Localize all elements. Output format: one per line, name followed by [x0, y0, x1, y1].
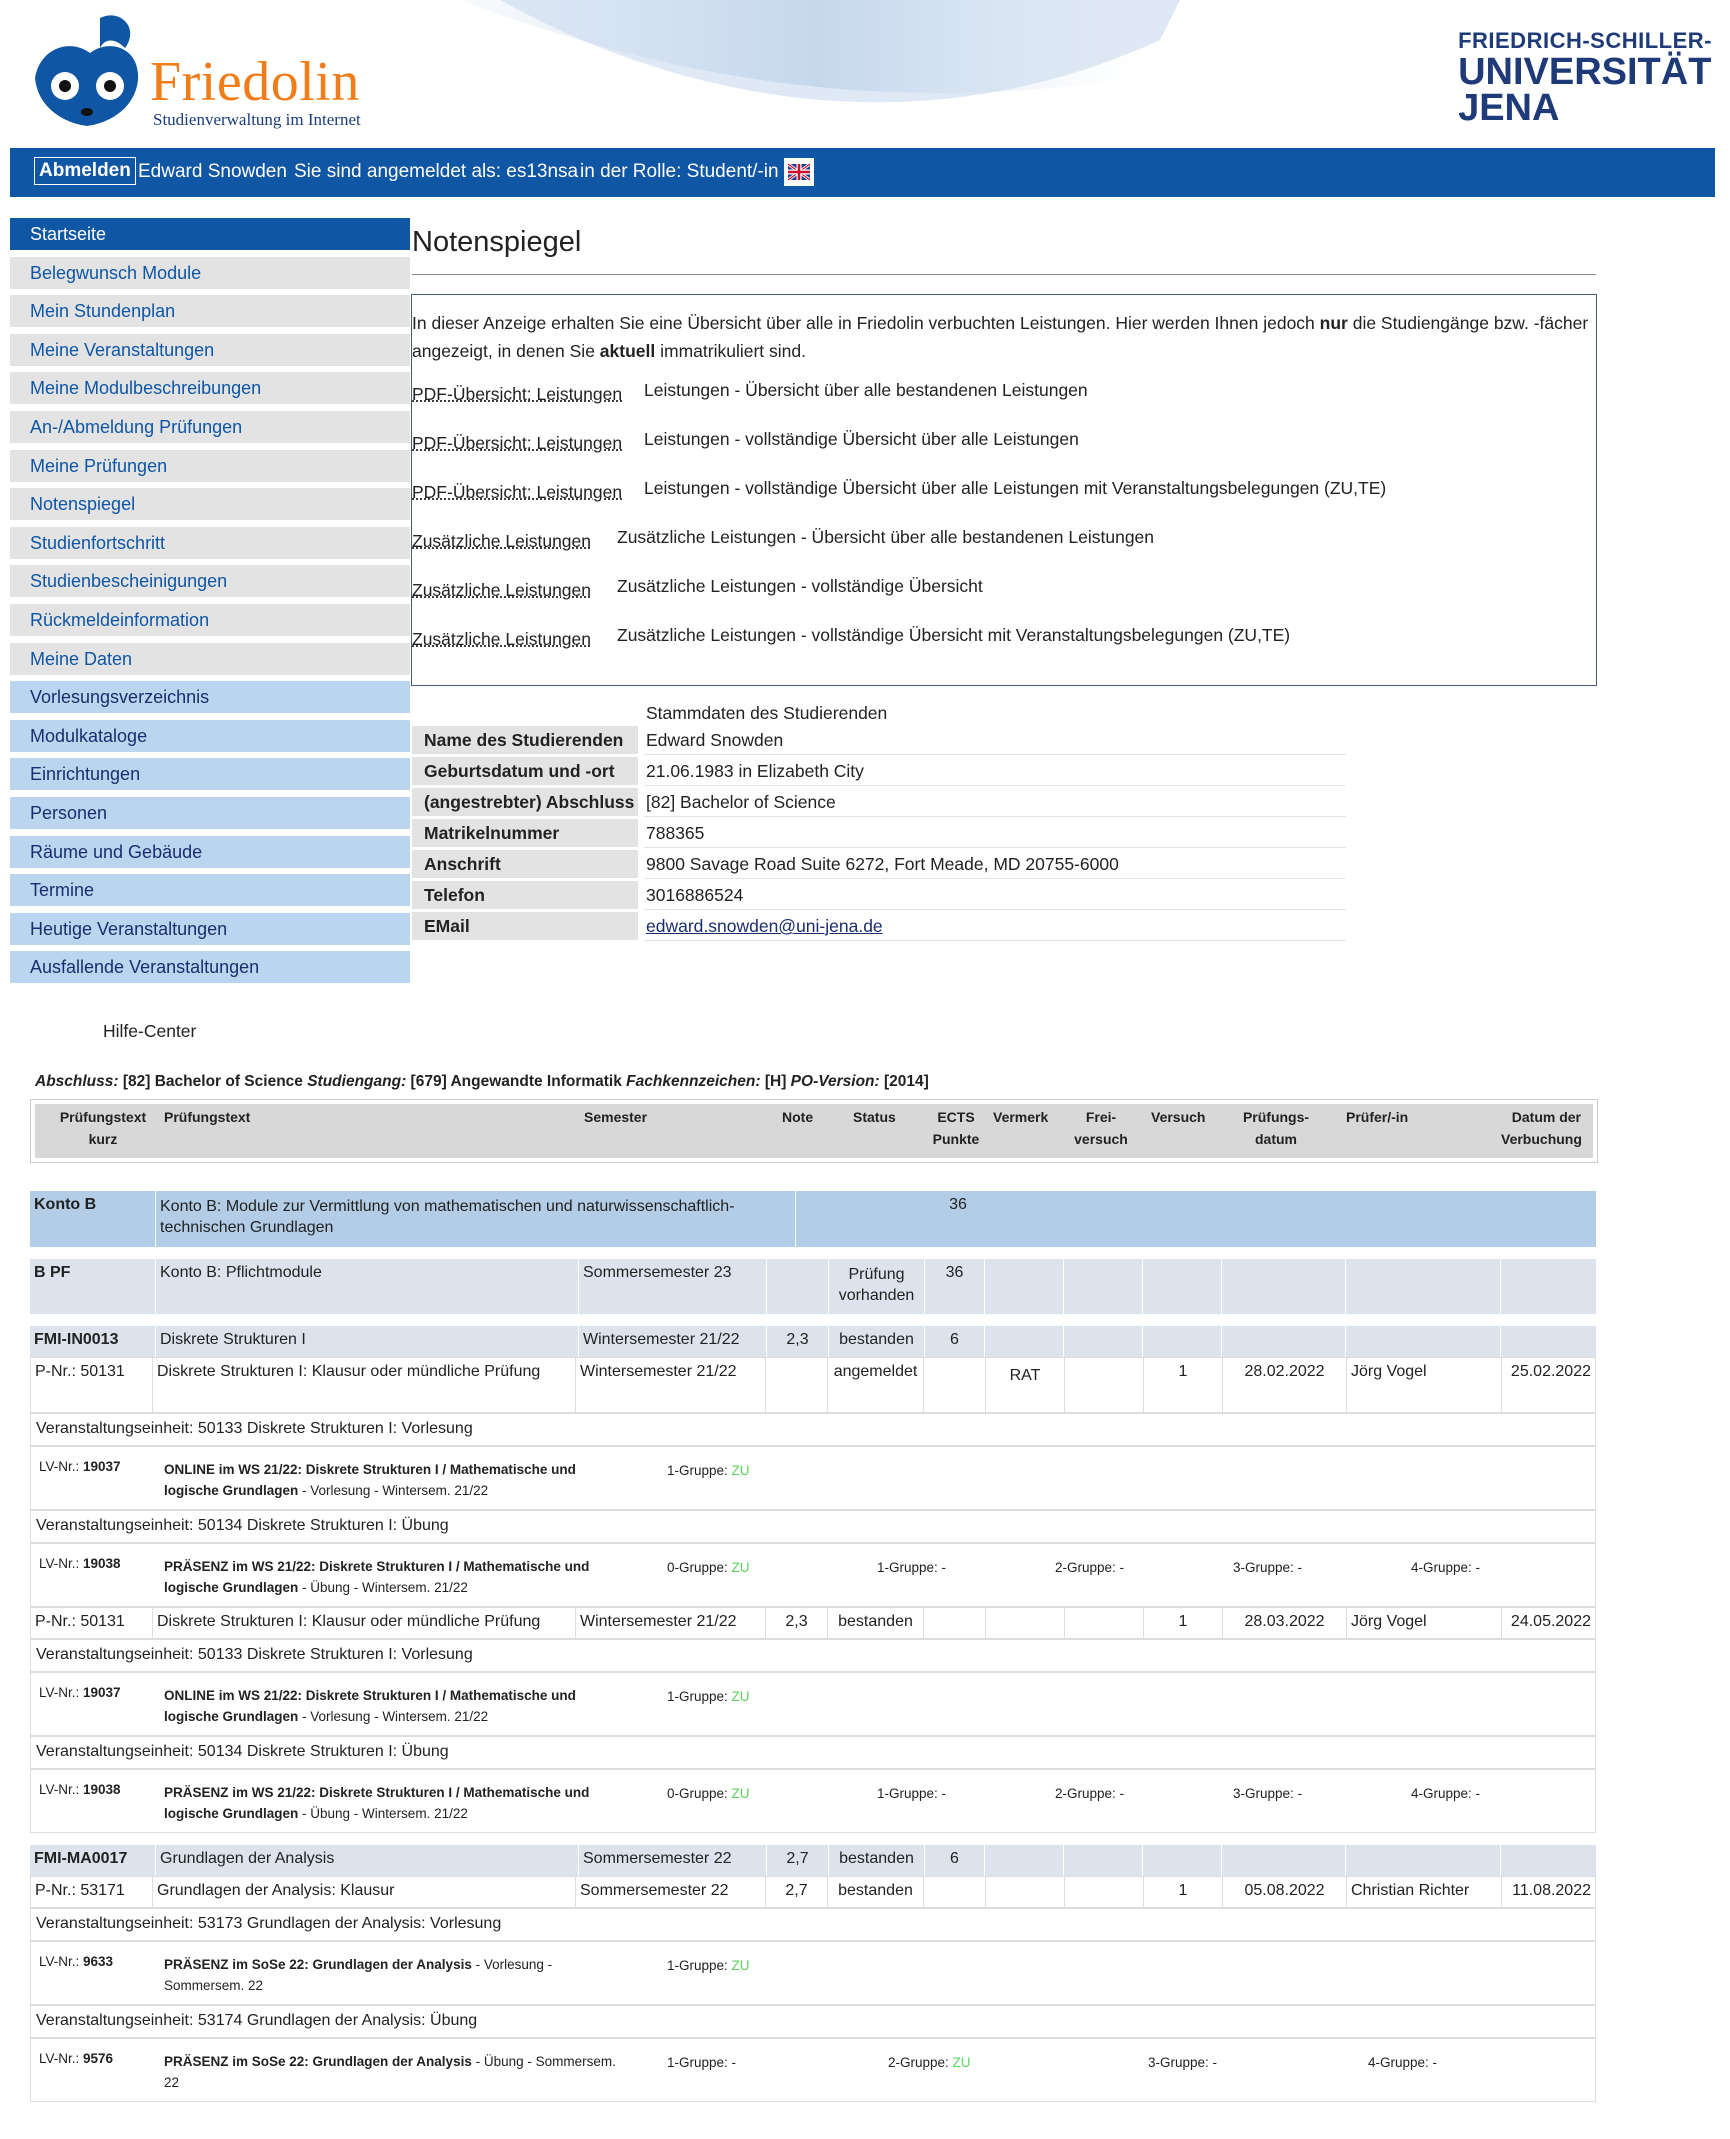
lv-num: 9633 [83, 1954, 114, 1969]
module-frei [1064, 1845, 1143, 1876]
uni-line2: UNIVERSITÄT [1458, 51, 1712, 93]
exam-status: bestanden [828, 1877, 924, 1907]
group-1 [667, 1958, 750, 1973]
exam-semester: Sommersemester 22 [576, 1877, 766, 1907]
lv-title[interactable]: ONLINE im WS 21/22: Diskrete Strukturen I / Mathematische und logische Grundlagen [164, 1462, 576, 1498]
exam-versuch: 1 [1144, 1877, 1223, 1907]
group-label: 1-Gruppe: [667, 1463, 732, 1478]
bpf-code: B PF [30, 1259, 156, 1314]
bpf-row [30, 1259, 1596, 1314]
top-bar [10, 148, 1715, 197]
extra-link-description: Zusätzliche Leistungen - Übersicht über alle bestandenen Leistungen [617, 527, 1155, 547]
pdf-link[interactable]: PDF-Übersicht: Leistungen [412, 384, 623, 404]
module-vermerk [985, 1326, 1064, 1357]
info-text-part: die Studiengänge bzw. -fächer angezeigt, in denen Sie [412, 313, 1589, 361]
nav-meine-pruefungen[interactable]: Meine Prüfungen [10, 450, 410, 482]
exam-pdatum: 28.02.2022 [1223, 1358, 1347, 1412]
group-label: 0-Gruppe: [667, 1786, 732, 1801]
exam-ects [924, 1877, 986, 1907]
lecture-number [39, 1782, 121, 1797]
exam-text: Diskrete Strukturen I: Klausur oder mündliche Prüfung [153, 1608, 576, 1638]
lv-title[interactable]: PRÄSENZ im SoSe 22: Grundlagen der Analysis [164, 2054, 472, 2069]
module-frei [1064, 1326, 1143, 1357]
pdf-link[interactable]: PDF-Übersicht: Leistungen [412, 482, 623, 502]
module-semester: Sommersemester 22 [579, 1845, 767, 1876]
extra-link-description: Zusätzliche Leistungen - vollständige Übersicht mit Veranstaltungsbelegungen (ZU,TE) [617, 625, 1291, 645]
nav-mein-stundenplan[interactable]: Mein Stundenplan [10, 295, 410, 327]
bpf-text: Konto B: Pflichtmodule [156, 1259, 579, 1314]
nav-modulkataloge[interactable]: Modulkataloge [10, 720, 410, 752]
stamm-value [644, 912, 1346, 941]
group-3: 3-Gruppe: - [1233, 1786, 1303, 1801]
module-text: Diskrete Strukturen I [156, 1326, 579, 1357]
lecture-description [164, 1459, 634, 1501]
exam-semester: Wintersemester 21/22 [576, 1358, 766, 1412]
info-text [412, 309, 1592, 365]
course-unit-row: Veranstaltungseinheit: 50133 Diskrete Strukturen I: Vorlesung [30, 1413, 1596, 1446]
th-text: kurz [88, 1131, 118, 1147]
th-text: Prüfungs- [1242, 1109, 1310, 1125]
uni-line1: FRIEDRICH-SCHILLER- [1458, 28, 1712, 53]
group-label: 1-Gruppe: [667, 1958, 732, 1973]
module-versuch [1143, 1326, 1222, 1357]
th-text: versuch [1074, 1131, 1128, 1147]
group-0 [667, 1560, 750, 1575]
nav-rueckmeldeinformation[interactable]: Rückmeldeinformation [10, 604, 410, 636]
exam-note [766, 1358, 828, 1412]
lv-num: 19037 [83, 1685, 121, 1700]
module-code: FMI-IN0013 [30, 1326, 156, 1357]
exam-pdatum: 28.03.2022 [1223, 1608, 1347, 1638]
th-text: Punkte [932, 1131, 980, 1147]
stamm-label: Geburtsdatum und -ort [412, 757, 638, 785]
stamm-value: 21.06.1983 in Elizabeth City [644, 757, 1346, 786]
konto-ects: 36 [949, 1196, 967, 1213]
group-label: 0-Gruppe: [667, 1560, 732, 1575]
course-unit-row: Veranstaltungseinheit: 50133 Diskrete Strukturen I: Vorlesung [30, 1639, 1596, 1672]
extra-link[interactable]: Zusätzliche Leistungen [412, 531, 591, 551]
module-row [30, 1326, 1596, 1357]
module-pruefer [1346, 1845, 1501, 1876]
lv-prefix: LV-Nr.: [39, 1459, 84, 1474]
stamm-value: Edward Snowden [644, 726, 1346, 755]
uni-line3: JENA [1458, 87, 1560, 129]
title-divider [412, 274, 1596, 275]
th-text: datum [1255, 1131, 1297, 1147]
exam-frei [1065, 1608, 1144, 1638]
exam-note: 2,7 [766, 1877, 828, 1907]
group-4: 4-Gruppe: - [1411, 1560, 1481, 1575]
lv-prefix: LV-Nr.: [39, 1954, 84, 1969]
group-status: ZU [731, 1560, 750, 1575]
group-3: 3-Gruppe: - [1148, 2055, 1218, 2070]
lv-rest: - Übung - Sommersem. 22 [164, 2054, 616, 2090]
lv-num: 9576 [83, 2051, 114, 2066]
lecture-description [164, 1954, 584, 1996]
group-1: 1-Gruppe: - [877, 1786, 947, 1801]
nav-studienfortschritt[interactable]: Studienfortschritt [10, 527, 410, 559]
konto-code: Konto B [30, 1191, 156, 1247]
th-pdatum [1236, 1106, 1316, 1150]
module-note: 2,7 [767, 1845, 829, 1876]
info-text-bold-nur: nur [1319, 313, 1348, 333]
help-center-link[interactable]: Hilfe-Center [103, 1021, 197, 1041]
group-3: 3-Gruppe: - [1233, 1560, 1303, 1575]
group-1: 1-Gruppe: - [667, 2055, 737, 2070]
field-label: Fachkennzeichen: [626, 1073, 761, 1090]
exam-text: Grundlagen der Analysis: Klausur [153, 1877, 576, 1907]
role-info: in der Rolle: Student/-in [580, 161, 779, 182]
group-status: ZU [731, 1958, 750, 1973]
lecture-description [164, 1685, 634, 1727]
exam-text: Diskrete Strukturen I: Klausur oder mündliche Prüfung [153, 1358, 576, 1412]
lv-num: 19038 [83, 1782, 121, 1797]
lv-rest: - Vorlesung - Sommersem. 22 [164, 1957, 553, 1993]
degree-value: [82] Bachelor of Science [118, 1073, 308, 1090]
stamm-label: Telefon [412, 881, 638, 909]
university-logo [1458, 28, 1712, 129]
course-value: [679] Angewandte Informatik [406, 1073, 627, 1090]
exam-pruefer: Jörg Vogel [1347, 1358, 1502, 1412]
pdf-link[interactable]: PDF-Übersicht: Leistungen [412, 433, 623, 453]
bpf-note [767, 1259, 829, 1314]
nav-belegwunsch-module[interactable]: Belegwunsch Module [10, 257, 410, 289]
exam-pdatum: 05.08.2022 [1223, 1877, 1347, 1907]
group-1 [667, 1463, 750, 1478]
brand-name: Friedolin [150, 51, 360, 113]
stamm-label: Anschrift [412, 850, 638, 878]
exam-pruefer: Jörg Vogel [1347, 1608, 1502, 1638]
exam-status: bestanden [828, 1608, 924, 1638]
lv-rest: - Vorlesung - Wintersem. 21/22 [298, 1709, 489, 1724]
stamm-label: Name des Studierenden [412, 726, 638, 754]
bpf-vermerk [985, 1259, 1064, 1314]
exam-row [30, 1607, 1596, 1639]
lecture-number [39, 2051, 113, 2066]
module-status: bestanden [829, 1845, 925, 1876]
lv-prefix: LV-Nr.: [39, 1782, 84, 1797]
lecture-description [164, 1556, 634, 1598]
brand-subtitle: Studienverwaltung im Internet [153, 110, 361, 129]
stamm-value: [82] Bachelor of Science [644, 788, 1346, 817]
exam-frei [1065, 1358, 1144, 1412]
pdf-link-description: Leistungen - vollständige Übersicht über alle Leistungen mit Veranstaltungsbelegungen (ZU,TE) [644, 478, 1387, 498]
nav-meine-veranstaltungen[interactable]: Meine Veranstaltungen [10, 334, 410, 366]
exam-vdatum: 25.02.2022 [1510, 1363, 1591, 1380]
lecture-number [39, 1556, 121, 1571]
extra-link[interactable]: Zusätzliche Leistungen [412, 629, 591, 649]
exam-ects [924, 1608, 986, 1638]
stamm-label: (angestrebter) Abschluss [412, 788, 638, 816]
module-row [30, 1845, 1596, 1876]
nav-startseite[interactable]: Startseite [10, 218, 410, 250]
nav-vorlesungsverzeichnis[interactable]: Vorlesungsverzeichnis [10, 681, 410, 713]
page-title: Notenspiegel [412, 226, 582, 258]
nav-personen[interactable]: Personen [10, 797, 410, 829]
lecture-number [39, 1459, 121, 1474]
exam-code: P-Nr.: 50131 [31, 1608, 153, 1638]
module-ects: 6 [925, 1326, 985, 1357]
exam-versuch: 1 [1144, 1358, 1223, 1412]
info-text-part: immatrikuliert sind. [655, 341, 806, 361]
lecture-row [30, 2038, 1596, 2102]
exam-code: P-Nr.: 50131 [31, 1358, 153, 1412]
extra-link-row [412, 576, 983, 601]
bpf-pdatum [1222, 1259, 1346, 1314]
lv-prefix: LV-Nr.: [39, 1685, 84, 1700]
group-2: 2-Gruppe: - [1055, 1786, 1125, 1801]
module-vermerk [985, 1845, 1064, 1876]
lv-rest: - Übung - Wintersem. 21/22 [298, 1580, 468, 1595]
exam-vermerk: RAT [986, 1358, 1065, 1412]
nav-ausfallende-veranstaltungen[interactable]: Ausfallende Veranstaltungen [10, 951, 410, 983]
lv-prefix: LV-Nr.: [39, 2051, 84, 2066]
exam-row [30, 1357, 1596, 1413]
group-0 [667, 1786, 750, 1801]
lv-title[interactable]: ONLINE im WS 21/22: Diskrete Strukturen I / Mathematische und logische Grundlagen [164, 1688, 576, 1724]
th-text: Datum der [1511, 1109, 1581, 1125]
course-unit-row: Veranstaltungseinheit: 53173 Grundlagen der Analysis: Vorlesung [30, 1908, 1596, 1941]
module-pdatum [1222, 1326, 1346, 1357]
module-pdatum [1222, 1845, 1346, 1876]
th-vermerk: Vermerk [993, 1109, 1049, 1125]
bpf-frei [1064, 1259, 1143, 1314]
module-note: 2,3 [767, 1326, 829, 1357]
pdf-link-description: Leistungen - Übersicht über alle bestandenen Leistungen [644, 380, 1088, 400]
nav-studienbescheinigungen[interactable]: Studienbescheinigungen [10, 565, 410, 597]
extra-link-row [412, 625, 1291, 650]
lv-title[interactable]: PRÄSENZ im WS 21/22: Diskrete Strukturen I / Mathematische und logische Grundlagen [164, 1559, 590, 1595]
nav-termine[interactable]: Termine [10, 874, 410, 906]
stamm-value: 3016886524 [644, 881, 1346, 910]
exam-code: P-Nr.: 53171 [31, 1877, 153, 1907]
header [0, 0, 1730, 148]
th-text: Verbuchung [1501, 1131, 1582, 1147]
info-box [411, 294, 1597, 686]
konto-row [30, 1191, 1596, 1247]
group-1: 1-Gruppe: - [877, 1560, 947, 1575]
konto-text: Konto B: Module zur Vermittlung von mathematischen und naturwissenschaftlich-technischen Grundlagen [156, 1191, 796, 1247]
grades-table-header [30, 1099, 1598, 1163]
exam-vermerk [986, 1608, 1065, 1638]
nav-raeume-und-gebaeude[interactable]: Räume und Gebäude [10, 836, 410, 868]
nav-meine-modulbeschreibungen[interactable]: Meine Modulbeschreibungen [10, 372, 410, 404]
exam-status: angemeldet [828, 1358, 924, 1412]
th-note: Note [782, 1109, 814, 1125]
pdf-link-row [412, 429, 1079, 454]
info-text-part: In dieser Anzeige erhalten Sie eine Übersicht über alle in Friedolin verbuchten Leistungen. Hier werden Ihnen jedoch [412, 313, 1320, 333]
module-text: Grundlagen der Analysis [156, 1845, 579, 1876]
email-link[interactable]: edward.snowden@uni-jena.de [646, 916, 883, 936]
module-ects: 6 [925, 1845, 985, 1876]
bpf-status: Prüfung vorhanden [829, 1259, 925, 1314]
lv-prefix: LV-Nr.: [39, 1556, 84, 1571]
stamm-label: Matrikelnummer [412, 819, 638, 847]
lv-title[interactable]: PRÄSENZ im WS 21/22: Diskrete Strukturen I / Mathematische und logische Grundlagen [164, 1785, 590, 1821]
exam-pruefer: Christian Richter [1347, 1877, 1502, 1907]
group-status: ZU [731, 1463, 750, 1478]
group-1 [667, 1689, 750, 1704]
lecture-number [39, 1954, 113, 1969]
side-navigation [10, 218, 410, 990]
group-4: 4-Gruppe: - [1368, 2055, 1438, 2070]
nav-meine-daten[interactable]: Meine Daten [10, 643, 410, 675]
th-status: Status [853, 1109, 896, 1125]
course-unit-row: Veranstaltungseinheit: 50134 Diskrete Strukturen I: Übung [30, 1736, 1596, 1769]
exam-versuch: 1 [1144, 1608, 1223, 1638]
th-text: Frei- [1085, 1109, 1117, 1125]
english-flag-icon[interactable] [784, 158, 814, 186]
th-semester: Semester [584, 1109, 648, 1125]
logout-button[interactable]: Abmelden [34, 157, 136, 185]
lecture-row [30, 1672, 1596, 1736]
th-pruefer: Prüfer/-in [1346, 1109, 1409, 1125]
lecture-description [164, 1782, 634, 1824]
pdf-link-row [412, 380, 1088, 405]
course-label: Studiengang: [307, 1073, 407, 1090]
exam-frei [1065, 1877, 1144, 1907]
login-info: Sie sind angemeldet als: es13nsa [294, 161, 579, 182]
group-status: ZU [731, 1786, 750, 1801]
exam-ects [924, 1358, 986, 1412]
module-versuch [1143, 1845, 1222, 1876]
info-text-bold-aktuell: aktuell [599, 341, 656, 361]
course-unit-row: Veranstaltungseinheit: 53174 Grundlagen der Analysis: Übung [30, 2005, 1596, 2038]
lv-title[interactable]: PRÄSENZ im SoSe 22: Grundlagen der Analysis [164, 1957, 472, 1972]
degree-info [35, 1073, 929, 1091]
po-value: [2014] [879, 1073, 929, 1090]
exam-vermerk [986, 1877, 1065, 1907]
th-versuch: Versuch [1151, 1109, 1206, 1125]
lv-rest: - Vorlesung - Wintersem. 21/22 [298, 1483, 489, 1498]
stamm-value: 9800 Savage Road Suite 6272, Fort Meade, MD 20755-6000 [644, 850, 1346, 879]
lecture-number [39, 1685, 121, 1700]
course-unit-row: Veranstaltungseinheit: 50134 Diskrete Strukturen I: Übung [30, 1510, 1596, 1543]
group-label: 2-Gruppe: [888, 2055, 953, 2070]
po-label: PO-Version: [790, 1073, 880, 1090]
th-kurz [55, 1106, 151, 1150]
friedolin-mascot-icon [30, 8, 145, 133]
user-name: Edward Snowden [138, 161, 287, 182]
module-semester: Wintersemester 21/22 [579, 1326, 767, 1357]
bpf-versuch [1143, 1259, 1222, 1314]
th-text: Prüfungstext [59, 1109, 147, 1125]
extra-link[interactable]: Zusätzliche Leistungen [412, 580, 591, 600]
module-status: bestanden [829, 1326, 925, 1357]
group-2: 2-Gruppe: - [1055, 1560, 1125, 1575]
group-4: 4-Gruppe: - [1411, 1786, 1481, 1801]
exam-row [30, 1876, 1596, 1908]
stamm-caption: Stammdaten des Studierenden [646, 703, 888, 723]
lecture-row [30, 1941, 1596, 2005]
module-code: FMI-MA0017 [30, 1845, 156, 1876]
module-pruefer [1346, 1326, 1501, 1357]
extra-link-row [412, 527, 1155, 552]
extra-link-description: Zusätzliche Leistungen - vollständige Übersicht [617, 576, 983, 596]
nav-einrichtungen[interactable]: Einrichtungen [10, 758, 410, 790]
th-frei [1071, 1106, 1131, 1150]
exam-semester: Wintersemester 21/22 [576, 1608, 766, 1638]
field-value: [H] [760, 1073, 791, 1090]
lv-num: 19037 [83, 1459, 121, 1474]
lecture-row [30, 1446, 1596, 1510]
lecture-row [30, 1543, 1596, 1607]
lv-rest: - Übung - Wintersem. 21/22 [298, 1806, 468, 1821]
exam-vdatum: 24.05.2022 [1510, 1613, 1591, 1630]
bpf-ects: 36 [925, 1259, 985, 1314]
bpf-semester: Sommersemester 23 [579, 1259, 767, 1314]
lecture-description [164, 2051, 634, 2093]
group-label: 1-Gruppe: [667, 1689, 732, 1704]
group-2 [888, 2055, 971, 2070]
degree-label: Abschluss: [35, 1073, 119, 1090]
th-ects [926, 1106, 986, 1150]
stamm-value: 788365 [644, 819, 1346, 848]
header-swoosh-graphic [420, 0, 1180, 148]
exam-note: 2,3 [766, 1608, 828, 1638]
group-status: ZU [731, 1689, 750, 1704]
th-text: ECTS [937, 1109, 975, 1125]
th-vdatum [1501, 1106, 1581, 1150]
th-text: Prüfungstext [164, 1109, 251, 1125]
nav-an-abmeldung-pruefungen[interactable]: An-/Abmeldung Prüfungen [10, 411, 410, 443]
group-status: ZU [952, 2055, 971, 2070]
stamm-label: EMail [412, 912, 638, 940]
lecture-row [30, 1769, 1596, 1833]
pdf-link-row [412, 478, 1387, 503]
nav-heutige-veranstaltungen[interactable]: Heutige Veranstaltungen [10, 913, 410, 945]
exam-vdatum: 11.08.2022 [1512, 1882, 1591, 1899]
bpf-pruefer [1346, 1259, 1501, 1314]
pdf-link-description: Leistungen - vollständige Übersicht über alle Leistungen [644, 429, 1079, 449]
lv-num: 19038 [83, 1556, 121, 1571]
nav-notenspiegel[interactable]: Notenspiegel [10, 488, 410, 520]
